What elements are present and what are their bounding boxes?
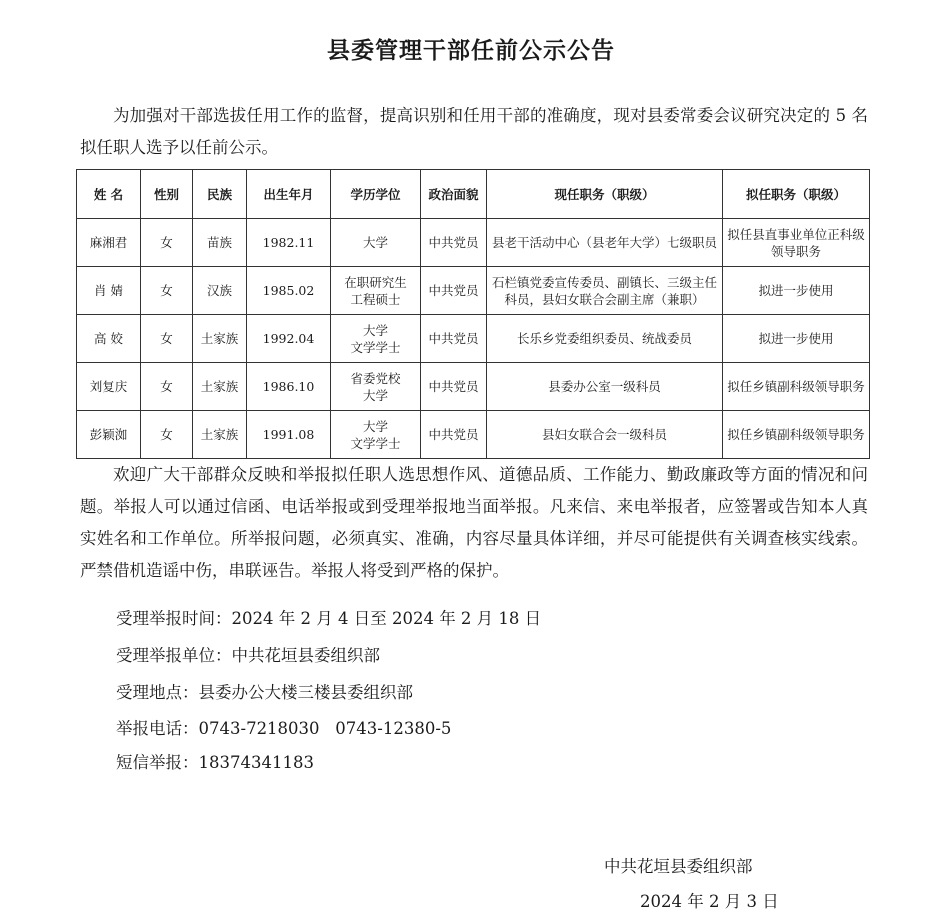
cell-gender: 女 xyxy=(141,363,193,411)
cell-gender: 女 xyxy=(141,219,193,267)
header-education: 学历学位 xyxy=(331,170,421,219)
cell-education: 大学 文学学士 xyxy=(331,315,421,363)
table-row xyxy=(77,315,870,363)
page-title: 县委管理干部任前公示公告 xyxy=(327,38,615,64)
header-gender: 性别 xyxy=(141,170,193,219)
intro-paragraph: 为加强对干部选拔任用工作的监督，提高识别和任用干部的准确度，现对县委常委会议研究决定的 5 名拟任职人选予以任前公示。 xyxy=(80,106,868,157)
cell-birth: 1992.04 xyxy=(247,315,331,363)
header-political: 政治面貌 xyxy=(421,170,487,219)
cell-proposed-post: 拟进一步使用 xyxy=(723,267,870,315)
cell-proposed-post: 拟任县直事业单位正科级领导职务 xyxy=(723,219,870,267)
cell-gender: 女 xyxy=(141,267,193,315)
report-unit: 受理举报单位：中共花垣县委组织部 xyxy=(116,646,380,665)
cell-proposed-post: 拟任乡镇副科级领导职务 xyxy=(723,363,870,411)
cell-gender: 女 xyxy=(141,411,193,459)
cell-ethnicity: 土家族 xyxy=(193,411,247,459)
cell-name: 高 姣 xyxy=(77,315,141,363)
cell-political: 中共党员 xyxy=(421,267,487,315)
cell-current-post: 长乐乡党委组织委员、统战委员 xyxy=(487,315,723,363)
header-name: 姓 名 xyxy=(77,170,141,219)
report-place: 受理地点：县委办公大楼三楼县委组织部 xyxy=(116,683,413,702)
cell-political: 中共党员 xyxy=(421,315,487,363)
header-proposed-post: 拟任职务（职级） xyxy=(723,170,870,219)
table-row xyxy=(77,267,870,315)
cell-birth: 1982.11 xyxy=(247,219,331,267)
body-paragraph: 欢迎广大干部群众反映和举报拟任职人选思想作风、道德品质、工作能力、勤政廉政等方面的情况和问题。举报人可以通过信函、电话举报或到受理举报地当面举报。凡来信、来电举报者，应签署或告知本人真实姓名和工作单位。所举报问题，必须真实、准确，内容尽量具体详细，并尽可能提供有关调查核实线索。严禁借机造谣中伤，串联诬告。举报人将受到严格的保护。 xyxy=(80,465,868,580)
cell-education: 大学 文学学士 xyxy=(331,411,421,459)
header-current-post: 现任职务（职级） xyxy=(487,170,723,219)
cell-political: 中共党员 xyxy=(421,363,487,411)
cell-name: 刘复庆 xyxy=(77,363,141,411)
cell-name: 彭颖洳 xyxy=(77,411,141,459)
cell-birth: 1986.10 xyxy=(247,363,331,411)
cell-education: 大学 xyxy=(331,219,421,267)
signature-date: 2024 年 2 月 3 日 xyxy=(640,892,779,911)
cell-name: 麻湘君 xyxy=(77,219,141,267)
table-row xyxy=(77,363,870,411)
signature-org: 中共花垣县委组织部 xyxy=(604,857,753,876)
cell-ethnicity: 土家族 xyxy=(193,363,247,411)
cell-political: 中共党员 xyxy=(421,219,487,267)
cell-proposed-post: 拟进一步使用 xyxy=(723,315,870,363)
cell-current-post: 县委办公室一级科员 xyxy=(487,363,723,411)
cell-current-post: 石栏镇党委宣传委员、副镇长、三级主任科员，县妇女联合会副主席（兼职） xyxy=(487,267,723,315)
cell-education: 在职研究生 工程硕士 xyxy=(331,267,421,315)
cell-birth: 1991.08 xyxy=(247,411,331,459)
cell-education: 省委党校 大学 xyxy=(331,363,421,411)
table-row xyxy=(77,411,870,459)
header-ethnicity: 民族 xyxy=(193,170,247,219)
candidate-table xyxy=(76,169,870,459)
cell-name: 肖 婧 xyxy=(77,267,141,315)
header-birth: 出生年月 xyxy=(247,170,331,219)
table-row xyxy=(77,219,870,267)
report-phone: 举报电话：0743-7218030 0743-12380-5 xyxy=(116,719,452,738)
report-time: 受理举报时间：2024 年 2 月 4 日至 2024 年 2 月 18 日 xyxy=(116,609,542,628)
cell-ethnicity: 苗族 xyxy=(193,219,247,267)
cell-current-post: 县老干活动中心（县老年大学）七级职员 xyxy=(487,219,723,267)
cell-ethnicity: 土家族 xyxy=(193,315,247,363)
report-sms: 短信举报：18374341183 xyxy=(116,753,314,772)
cell-gender: 女 xyxy=(141,315,193,363)
cell-ethnicity: 汉族 xyxy=(193,267,247,315)
table-header-row xyxy=(77,170,870,219)
cell-political: 中共党员 xyxy=(421,411,487,459)
cell-proposed-post: 拟任乡镇副科级领导职务 xyxy=(723,411,870,459)
cell-current-post: 县妇女联合会一级科员 xyxy=(487,411,723,459)
cell-birth: 1985.02 xyxy=(247,267,331,315)
